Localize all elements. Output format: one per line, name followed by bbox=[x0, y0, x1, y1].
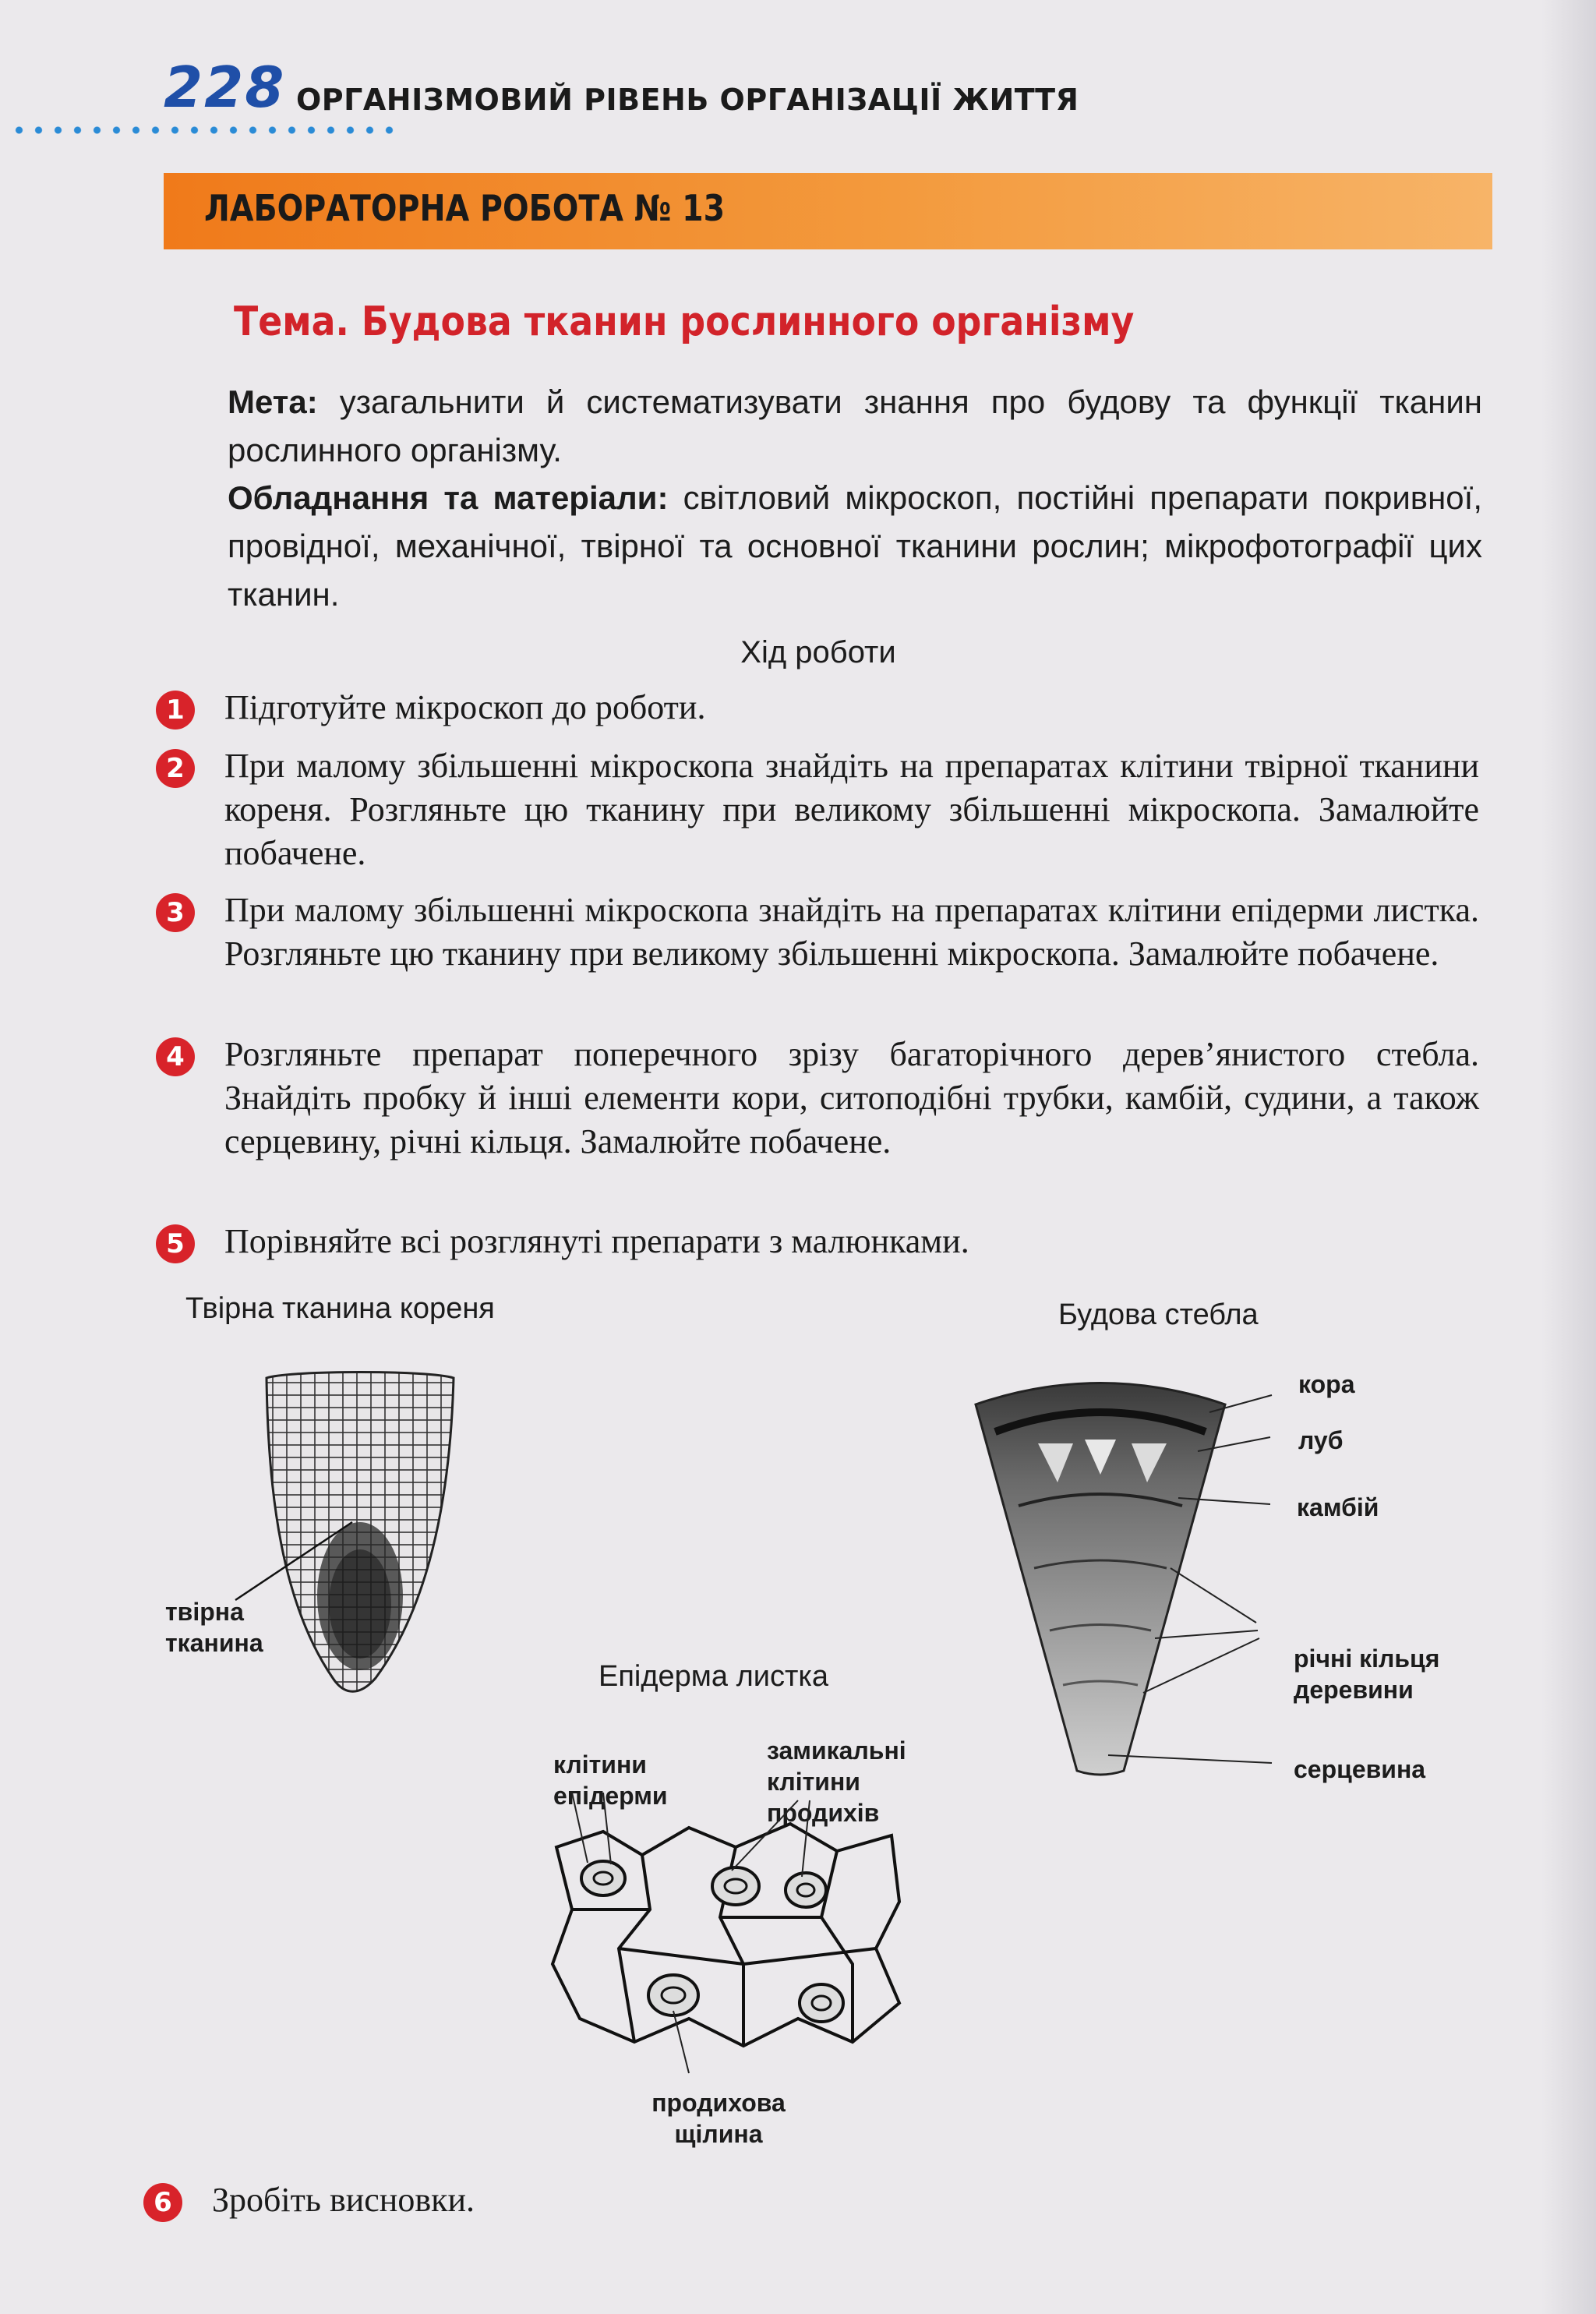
step-number-badge: 3 bbox=[156, 893, 195, 932]
stem-label-rings: річні кільця деревини bbox=[1294, 1645, 1440, 1704]
progress-title: Хід роботи bbox=[740, 635, 896, 669]
step-number-badge: 6 bbox=[143, 2183, 182, 2222]
page-number: 228 bbox=[164, 55, 286, 120]
root-figure-caption: Твірна тканина кореня bbox=[185, 1292, 495, 1325]
step-text: Зробіть висновки. bbox=[212, 2181, 475, 2219]
stem-cross-section-illustration bbox=[976, 1373, 1225, 1779]
leaf-figure-caption: Епідерма листка bbox=[598, 1660, 829, 1693]
running-head: ОРГАНІЗМОВИЙ РІВЕНЬ ОРГАНІЗАЦІЇ ЖИТТЯ bbox=[296, 83, 1079, 117]
stem-label-bark: кора bbox=[1298, 1370, 1355, 1398]
step-number-badge: 2 bbox=[156, 749, 195, 788]
leaf-label-stoma: продихова щілина bbox=[651, 2089, 786, 2148]
lab-title: ЛАБОРАТОРНА РОБОТА № 13 bbox=[204, 187, 726, 229]
step-number-badge: 4 bbox=[156, 1037, 195, 1076]
page-edge-shadow bbox=[1541, 0, 1596, 2314]
step-text: При малому збільшенні мікроскопа знайдіть на препаратах клітини епідерми листка. Розгляньте цю тканину при великому збільшенні мікроскопа. Замалюйте побачене. bbox=[224, 891, 1479, 973]
stem-label-pith: серцевина bbox=[1294, 1755, 1426, 1783]
stem-figure-caption: Будова стебла bbox=[1058, 1298, 1259, 1331]
stem-label-cambium: камбій bbox=[1297, 1493, 1379, 1521]
equipment-paragraph bbox=[228, 474, 1482, 619]
step-number-badge: 5 bbox=[156, 1224, 195, 1263]
goal-paragraph bbox=[228, 378, 1482, 475]
goal-label: Мета: bbox=[228, 383, 318, 420]
root-meristem-label: твірна тканина bbox=[165, 1598, 263, 1657]
equipment-label: Обладнання та матеріали: bbox=[228, 479, 669, 516]
lab-topic: Тема. Будова тканин рослинного організму bbox=[234, 299, 1135, 345]
step-text: Порівняйте всі розглянуті препарати з малюнками. bbox=[224, 1222, 969, 1260]
step-text: Підготуйте мікроскоп до роботи. bbox=[224, 688, 706, 726]
equipment-text: світловий мікроскоп, постійні препарати покривної, провідної, механічної, твірної та основної тканини рослин; мікрофотографії цих тканин. bbox=[228, 479, 1482, 613]
step-text: При малому збільшенні мікроскопа знайдіть на препаратах клітини твірної тканини кореня. Розгляньте цю тканину при великому збільшенні мікроскопа. Замалюйте побачене. bbox=[224, 747, 1479, 872]
leaf-label-guard-cells: замикальні клітини продихів bbox=[767, 1736, 906, 1827]
step-text: Розгляньте препарат поперечного зрізу багаторічного дерев’янистого стебла. Знайдіть пробку й інші елементи кори, ситоподібні трубки, камбій, судини, а також серцевину, річні кільця. Замалюйте побачене. bbox=[224, 1035, 1479, 1161]
leaf-label-epidermis-cells: клітини епідерми bbox=[553, 1751, 668, 1810]
goal-text: узагальнити й систематизувати знання про будову та функції тканин рослинного організму. bbox=[228, 383, 1482, 468]
step-number-badge: 1 bbox=[156, 691, 195, 730]
stem-label-bast: луб bbox=[1298, 1426, 1344, 1454]
leaf-epidermis-illustration bbox=[541, 1816, 915, 2050]
dotted-rule bbox=[9, 125, 399, 136]
